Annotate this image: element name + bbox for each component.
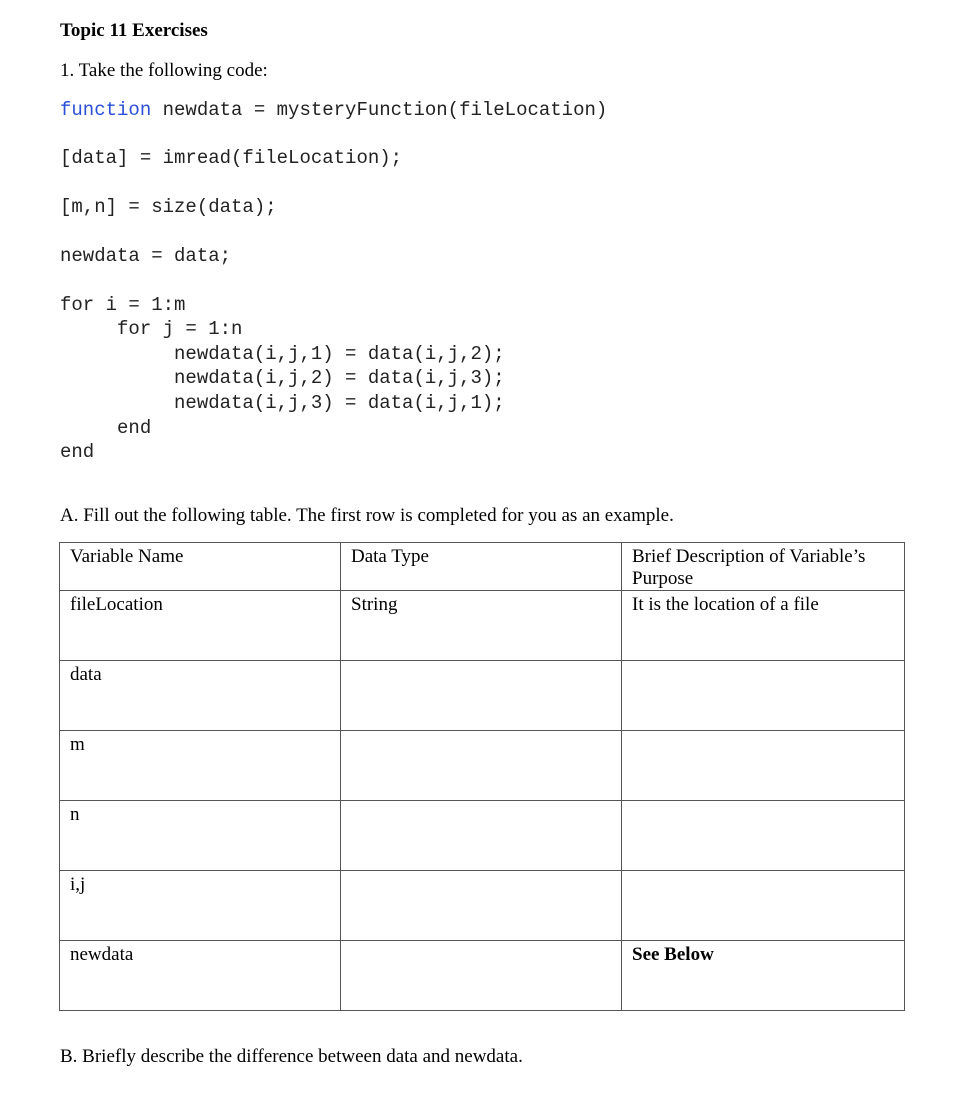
table-header-row [60, 543, 905, 591]
cell-data-type: String [341, 591, 622, 661]
code-function-signature: newdata = mysteryFunction(fileLocation) [151, 99, 608, 121]
cell-description[interactable] [622, 661, 905, 731]
table-row [60, 801, 905, 871]
header-data-type: Data Type [341, 543, 622, 591]
code-line-assign-newdata: newdata = data; [60, 245, 232, 267]
cell-description: It is the location of a file [622, 591, 905, 661]
header-description: Brief Description of Variable’s Purpose [622, 543, 905, 591]
cell-description[interactable] [622, 871, 905, 941]
table-row [60, 941, 905, 1011]
cell-description[interactable] [622, 731, 905, 801]
variables-table [59, 542, 905, 1011]
cell-variable-name: m [60, 731, 341, 801]
question-1-prompt: 1. Take the following code: [60, 60, 268, 81]
cell-variable-name: fileLocation [60, 591, 341, 661]
code-line-channel-3: newdata(i,j,3) = data(i,j,1); [60, 392, 505, 414]
code-line-end-inner: end [60, 417, 152, 439]
part-b-prompt: B. Briefly describe the difference between data and newdata. [60, 1046, 523, 1067]
cell-data-type[interactable] [341, 871, 622, 941]
cell-variable-name: newdata [60, 941, 341, 1011]
code-line-imread: [data] = imread(fileLocation); [60, 147, 403, 169]
code-line-channel-1: newdata(i,j,1) = data(i,j,2); [60, 343, 505, 365]
part-a-prompt: A. Fill out the following table. The first row is completed for you as an example. [60, 505, 674, 526]
cell-description[interactable] [622, 801, 905, 871]
code-keyword-function: function [60, 99, 152, 121]
table-row [60, 591, 905, 661]
cell-variable-name: n [60, 801, 341, 871]
code-line-size: [m,n] = size(data); [60, 196, 277, 218]
cell-data-type[interactable] [341, 661, 622, 731]
code-line-for-i: for i = 1:m [60, 294, 186, 316]
cell-variable-name: i,j [60, 871, 341, 941]
cell-data-type[interactable] [341, 941, 622, 1011]
cell-variable-name: data [60, 661, 341, 731]
code-line-for-j: for j = 1:n [60, 318, 243, 340]
page-title: Topic 11 Exercises [60, 20, 208, 41]
table-row [60, 871, 905, 941]
table-row [60, 731, 905, 801]
code-line-function [60, 98, 607, 122]
cell-data-type[interactable] [341, 801, 622, 871]
cell-data-type[interactable] [341, 731, 622, 801]
code-line-channel-2: newdata(i,j,2) = data(i,j,3); [60, 367, 505, 389]
cell-description: See Below [622, 941, 905, 1011]
header-variable-name: Variable Name [60, 543, 341, 591]
table-row [60, 661, 905, 731]
code-line-end-outer: end [60, 441, 95, 463]
